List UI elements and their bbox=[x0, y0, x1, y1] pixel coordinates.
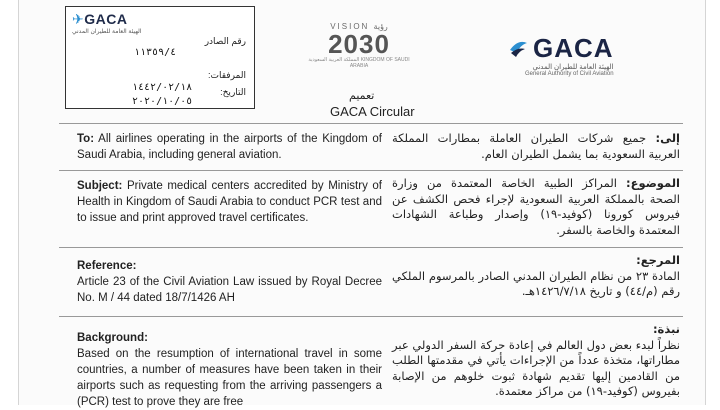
background-label: Background: bbox=[77, 332, 148, 344]
stamp-ref-label: رقم الصادر bbox=[204, 36, 246, 46]
circular-title: GACA Circular bbox=[330, 104, 415, 119]
background-label-ar: نبذة: bbox=[652, 322, 680, 336]
reference-stamp bbox=[65, 6, 255, 109]
background-text: Based on the resumption of international travel in some countries, a number of measures have been taken in their airports such as requesting from the arriving passengers a (PCR) test to prove they are free bbox=[77, 348, 382, 408]
subject-label: Subject: bbox=[77, 180, 123, 192]
gaca-logo-arabic: الهيئة العامة للطيران المدني bbox=[532, 64, 614, 71]
document-page bbox=[18, 0, 706, 408]
circular-title-arabic: تعميم bbox=[349, 90, 375, 102]
vision-subtitle: المملكة العربية السعودية KINGDOM OF SAUDI ARABIA bbox=[308, 57, 410, 69]
reference-text-ar: المادة ٢٣ من نظام الطيران المدني الصادر بالمرسوم الملكي رقم (م/٤٤) و تاريخ ١٤٢٦/٧/١٨هـ. bbox=[392, 268, 680, 298]
gaca-logo-english: General Authority of Civil Aviation bbox=[524, 71, 614, 77]
to-label-ar: إلى: bbox=[655, 131, 680, 145]
subject-text-ar: المراكز الطبية الخاصة المعتمدة من وزارة الصحة بالمملكة العربية السعودية لإجراء فحص الكشف عن فيروس كورونا (كوفيد-١٩) وإصدار وطباعة الشهادات المعتمدة والخاصة بالسفر. bbox=[392, 176, 680, 237]
reference-section-en bbox=[77, 258, 382, 306]
reference-label-ar: المرجع: bbox=[636, 253, 680, 267]
to-section-en bbox=[77, 131, 382, 163]
stamp-hijri-date: ١٤٤٢/٠٢/١٨ bbox=[132, 82, 193, 93]
background-section-ar bbox=[392, 322, 680, 400]
to-section-ar bbox=[392, 131, 680, 162]
reference-label: Reference: bbox=[77, 260, 137, 272]
stamp-attachments-label: المرفقات: bbox=[208, 70, 246, 80]
reference-section-ar bbox=[392, 253, 680, 300]
reference-text: Article 23 of the Civil Aviation Law issued by Royal Decree No. M / 44 dated 18/7/1426 AH bbox=[77, 276, 382, 304]
subject-section-ar bbox=[392, 176, 680, 238]
subject-text: Private medical centers accredited by Ministry of Health in Kingdom of Saudi Arabia to conduct PCR test and to issue and print approved travel certificates. bbox=[77, 180, 382, 224]
subject-label-ar: الموضوع: bbox=[626, 176, 680, 190]
vision-2030-logo bbox=[304, 22, 414, 69]
vision-label: VISION رؤية bbox=[330, 22, 388, 31]
section-divider bbox=[59, 123, 683, 124]
background-section-en bbox=[77, 330, 382, 410]
stamp-subtitle: الهيئة العامة للطيران المدني bbox=[72, 29, 142, 35]
section-divider bbox=[59, 316, 683, 317]
stamp-date-label: التاريخ: bbox=[220, 87, 246, 97]
gaca-logo bbox=[507, 35, 614, 77]
section-divider bbox=[59, 170, 683, 171]
to-text-ar: جميع شركات الطيران العاملة بمطارات المملكة العربية السعودية بما يشمل الطيران العام. bbox=[392, 131, 680, 161]
background-text-ar: نظراً لبدء بعض دول العالم في إعادة حركة السفر الدولي عبر مطاراتها، متخذة عدداً من الإجراءات يأتي في مقدمتها الطلب من القادمين إليها تقديم شهادة ثبوت خلوهم من الإصابة بفيروس (كوفيد-١٩) من مراكز معتمدة. bbox=[392, 337, 680, 398]
section-divider bbox=[59, 247, 683, 248]
to-label: To: bbox=[77, 133, 95, 145]
stamp-gregorian-date: ٢٠٢٠/١٠/٠٥ bbox=[132, 96, 193, 107]
vision-number: 2030 bbox=[328, 29, 390, 59]
gaca-logo-word: GACA bbox=[533, 33, 614, 63]
to-text: All airlines operating in the airports of the Kingdom of Saudi Arabia, including general aviation. bbox=[77, 133, 382, 161]
subject-section-en bbox=[77, 178, 382, 226]
gaca-emblem-icon bbox=[507, 37, 529, 59]
stamp-logo: ✈GACA bbox=[72, 11, 128, 27]
stamp-ref-value: ١١٣٥٩/٤ bbox=[134, 47, 177, 58]
stamp-logo-icon: ✈ bbox=[72, 11, 85, 27]
